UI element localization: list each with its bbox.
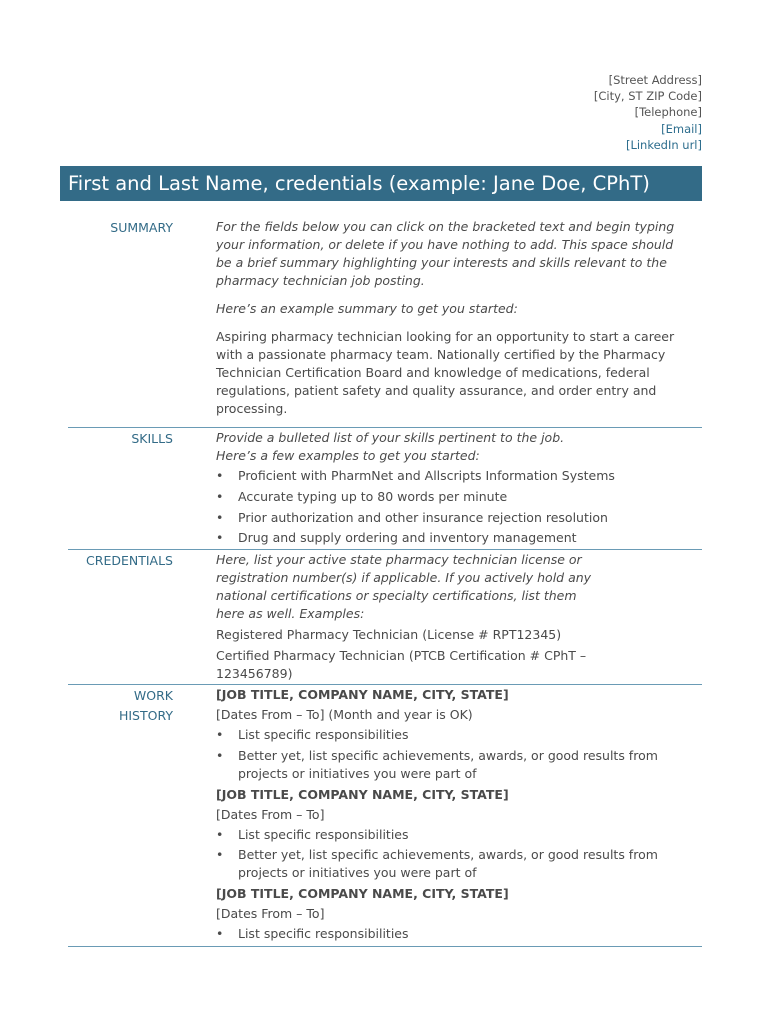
bullet-icon: • xyxy=(216,468,224,483)
city-state-zip[interactable]: [City, ST ZIP Code] xyxy=(593,89,702,104)
bullet-text: Better yet, list specific achievements, awards, or good results from projects or initiatives you were part of xyxy=(238,747,658,781)
list-item[interactable] xyxy=(216,726,686,744)
contact-block xyxy=(594,72,702,153)
history-label-line: HISTORY xyxy=(118,707,173,723)
bullet-text: List specific responsibilities xyxy=(238,727,409,742)
email-link[interactable]: [Email] xyxy=(661,121,702,136)
summary-example-intro[interactable]: Here’s an example summary to get you started: xyxy=(216,301,518,316)
job-dates[interactable]: [Dates From – To] (Month and year is OK) xyxy=(216,707,473,722)
skills-section xyxy=(68,429,702,550)
bullet-icon: • xyxy=(216,826,224,842)
credentials-section xyxy=(68,551,702,685)
credentials-label: CREDENTIALS xyxy=(86,553,173,568)
job-dates[interactable]: [Dates From – To] xyxy=(216,906,325,922)
list-item[interactable] xyxy=(216,509,686,527)
summary-label: SUMMARY xyxy=(110,220,173,235)
bullet-icon: • xyxy=(216,488,224,504)
job-title[interactable]: [JOB TITLE, COMPANY NAME, CITY, STATE] xyxy=(216,886,509,902)
job-title[interactable]: [JOB TITLE, COMPANY NAME, CITY, STATE] xyxy=(216,687,509,702)
work-history-body xyxy=(216,686,686,946)
bullet-icon: • xyxy=(216,727,224,742)
instruction-line: Here, list your active state pharmacy technician license or xyxy=(216,552,582,567)
bullet-text: List specific responsibilities xyxy=(238,826,409,842)
linkedin-link[interactable]: [LinkedIn url] xyxy=(625,137,702,152)
job-dates[interactable]: [Dates From – To] xyxy=(216,806,325,822)
bullet-text: List specific responsibilities xyxy=(238,926,409,942)
summary-body xyxy=(216,218,686,418)
skills-example-intro[interactable]: Here’s a few examples to get you started: xyxy=(216,448,480,463)
list-item[interactable] xyxy=(216,826,686,844)
credentials-body xyxy=(216,551,686,683)
job-entry xyxy=(216,885,686,943)
bullet-icon: • xyxy=(216,530,224,546)
skill-text: Proficient with PharmNet and Allscripts Information Systems xyxy=(238,468,615,483)
job-entry xyxy=(216,786,686,883)
skills-label: SKILLS xyxy=(131,431,173,446)
work-label-line: WORK xyxy=(133,688,173,703)
job-bullets xyxy=(216,925,686,943)
list-item[interactable] xyxy=(216,529,686,547)
bullet-icon: • xyxy=(216,747,224,763)
list-item[interactable] xyxy=(216,846,686,882)
work-history-label xyxy=(68,686,173,725)
skills-instructions[interactable]: Provide a bulleted list of your skills pertinent to the job. xyxy=(216,430,565,445)
list-item[interactable] xyxy=(216,925,686,943)
instruction-line: national certifications or specialty certifications, list them xyxy=(216,588,577,603)
instruction-line: here as well. Examples: xyxy=(216,606,365,621)
bullet-text: Better yet, list specific achievements, awards, or good results from projects or initiatives you were part of xyxy=(238,847,658,881)
name-banner[interactable]: First and Last Name, credentials (example: Jane Doe, CPhT) xyxy=(60,166,702,201)
list-item[interactable] xyxy=(216,488,686,506)
summary-section xyxy=(68,218,702,428)
skill-text: Drug and supply ordering and inventory management xyxy=(238,530,577,546)
summary-instructions[interactable]: For the fields below you can click on the bracketed text and begin typing your information, or delete if you have nothing to add. This space should be a brief summary highlighting your interests and skills relevant to the pharmacy technician job posting. xyxy=(216,219,675,288)
skill-text: Accurate typing up to 80 words per minute xyxy=(238,488,508,504)
list-item[interactable] xyxy=(216,467,686,485)
skills-body xyxy=(216,429,686,550)
credential-item[interactable]: Registered Pharmacy Technician (License # RPT12345) xyxy=(216,627,562,642)
job-bullets xyxy=(216,826,686,883)
skill-text: Prior authorization and other insurance rejection resolution xyxy=(238,509,608,525)
street-address[interactable]: [Street Address] xyxy=(608,73,702,87)
bullet-icon: • xyxy=(216,847,224,863)
list-item[interactable] xyxy=(216,747,686,783)
bullet-icon: • xyxy=(216,926,224,942)
credentials-instructions[interactable] xyxy=(216,551,686,623)
bullet-icon: • xyxy=(216,509,224,525)
instruction-line: registration number(s) if applicable. If you actively hold any xyxy=(216,570,592,585)
credential-item[interactable]: Certified Pharmacy Technician (PTCB Certification # CPhT – 123456789) xyxy=(216,648,587,681)
skills-list xyxy=(216,467,686,547)
job-title[interactable]: [JOB TITLE, COMPANY NAME, CITY, STATE] xyxy=(216,786,509,802)
job-entry xyxy=(216,686,686,783)
telephone[interactable]: [Telephone] xyxy=(634,105,702,120)
summary-text[interactable]: Aspiring pharmacy technician looking for an opportunity to start a career with a passionate pharmacy team. Nationally certified by the Pharmacy Technician Certification Board and knowledge of medications, federal regulations, patient safety and quality assurance, and order entry and processing. xyxy=(216,329,675,416)
job-bullets xyxy=(216,726,686,783)
work-history-section xyxy=(68,686,702,947)
